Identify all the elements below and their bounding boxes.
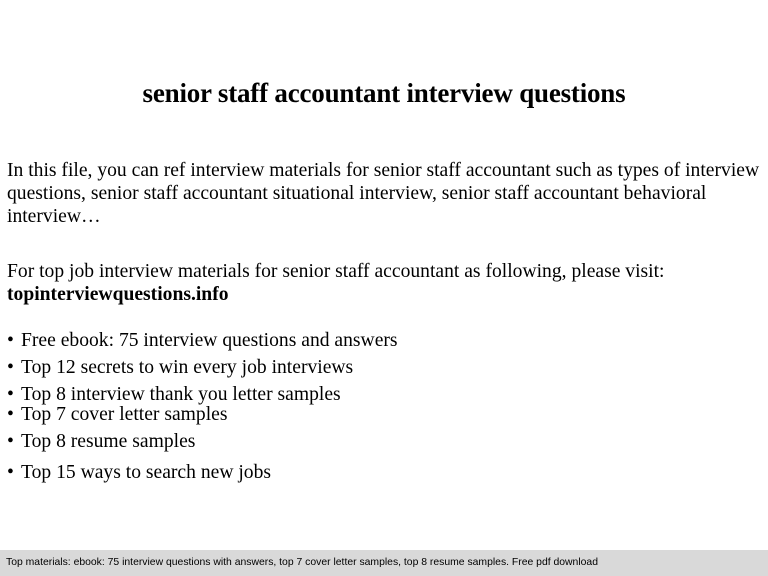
- list-item: [7, 356, 762, 379]
- list-item: [7, 403, 762, 426]
- bullet-icon: •: [7, 330, 14, 351]
- bullet-icon: •: [7, 462, 14, 483]
- list-item-label: Top 15 ways to search new jobs: [21, 462, 272, 483]
- slide-title: senior staff accountant interview questions: [142, 78, 626, 108]
- visit-paragraph: [7, 260, 762, 306]
- footer-bar: [0, 550, 768, 576]
- bullet-icon: •: [7, 431, 14, 452]
- site-link[interactable]: topinterviewquestions.info: [7, 284, 229, 305]
- list-item-label: Top 12 secrets to win every job interviews: [21, 357, 354, 378]
- bullet-icon: •: [7, 357, 14, 378]
- list-item-label: Top 8 resume samples: [21, 431, 196, 452]
- resource-list: [7, 329, 762, 484]
- intro-paragraph: In this file, you can ref interview materials for senior staff accountant such as types of interview questions, senior staff accountant situational interview, senior staff accountant behavioral interview…: [7, 160, 760, 227]
- list-item-label: Top 7 cover letter samples: [21, 404, 228, 425]
- list-item-label: Free ebook: 75 interview questions and answers: [21, 330, 398, 351]
- list-item: [7, 329, 762, 352]
- footer-text: Top materials: ebook: 75 interview questions with answers, top 7 cover letter samples, top 8 resume samples. Free pdf download: [6, 557, 598, 568]
- bullet-icon: •: [7, 404, 14, 425]
- visit-text: For top job interview materials for senior staff accountant as following, please visit:: [7, 261, 665, 282]
- list-item-label: Top 8 interview thank you letter samples: [21, 384, 341, 405]
- list-item: [7, 461, 762, 484]
- bullet-icon: •: [7, 384, 14, 405]
- list-item: [7, 430, 762, 453]
